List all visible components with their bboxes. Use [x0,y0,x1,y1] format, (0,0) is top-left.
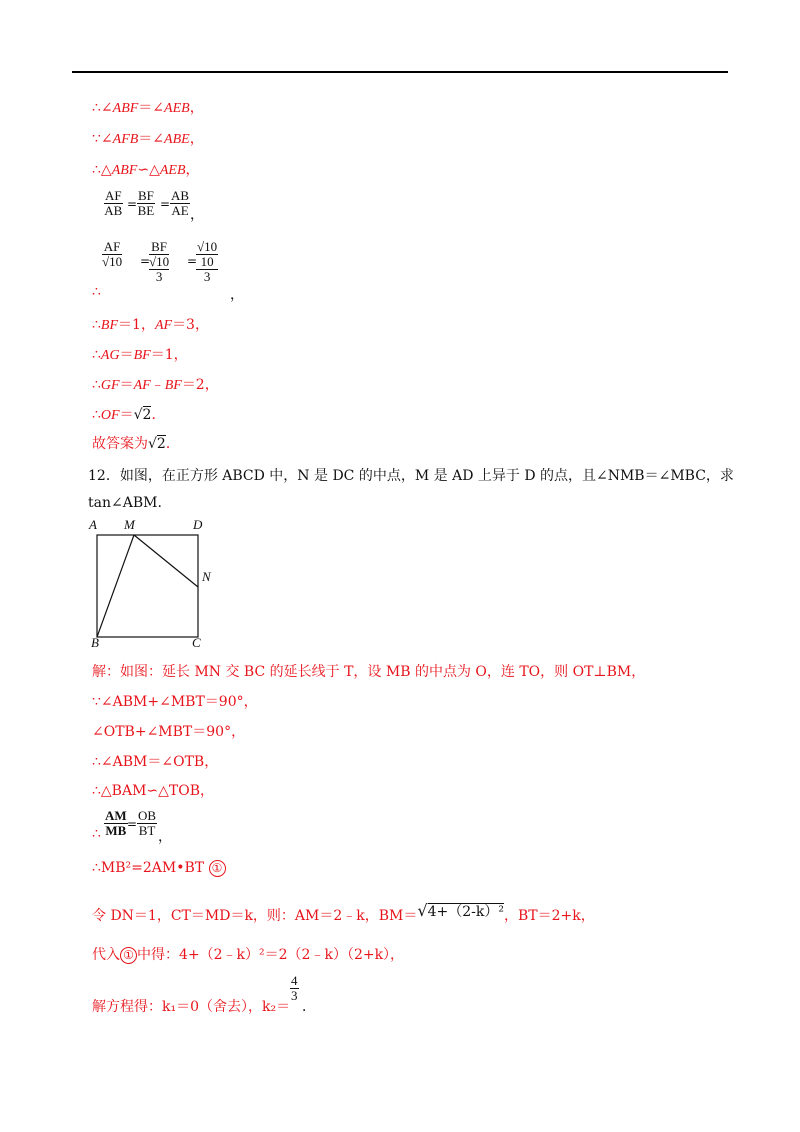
therefore-symbol: ∴ [92,284,101,300]
segment-mb [97,535,134,637]
equation-text: ∴MB²=2AM•BT [92,860,205,876]
denominator: MB [105,823,127,838]
proof-line: ∴OF＝√2． [92,407,166,423]
solution-line: ∠OTB+∠MBT＝90°， [92,724,246,740]
equals-sign: = [187,254,198,268]
numerator: AB [171,188,190,203]
denominator: 3 [291,988,298,1003]
punctuation: ， [190,207,204,223]
problem-statement: 12．如图，在正方形 ABCD 中，N 是 DC 的中点，M 是 AD 上异于 D 的点，且∠NMB＝∠MBC，求 [88,468,734,484]
answer-line: 故答案为√2． [92,436,180,452]
punctuation: ， [158,829,172,845]
fraction [104,809,128,838]
numerator: 4 [291,973,298,988]
equals-sign: = [127,817,138,831]
circled-one-icon: ① [120,947,137,964]
sub-text-end: 中得：4+（2﹣k）²＝2（2﹣k）（2+k）， [137,947,405,963]
numerator: AF [103,239,121,254]
let-line: 令 DN＝1，CT＝MD＝k，则：AM＝2﹣k，BM＝√4+（2-k）²，BT＝2+k， [92,901,595,924]
denominator: 3 [155,269,163,284]
sub-text: 代入 [92,947,120,963]
denominator: BE [137,203,155,218]
label-a: A [89,517,97,532]
proof-line: ∴BF＝1，AF＝3， [92,317,209,333]
square-figure [86,515,222,650]
equals-sign: = [140,254,151,268]
proof-line: ∴AG＝BF＝1， [92,347,188,363]
solve-line [92,996,290,1016]
segment-mn [134,535,198,587]
label-b: B [91,635,99,650]
circled-one-icon: ① [209,860,226,877]
denominator: AE [171,203,189,218]
label-d: D [193,517,203,532]
denominator: BT [138,823,156,838]
numerator: AF [105,188,122,203]
problem-statement: tan∠ABM. [88,495,162,511]
fraction [196,240,218,284]
proof-line: ∴∠ABF＝∠AEB， [92,100,204,116]
solve-text: 解方程得：k₁＝0（舍去），k₂＝ [92,999,291,1015]
label-m: M [124,517,135,532]
numerator: OB [138,808,157,823]
numerator: BF [138,188,154,203]
punctuation: ， [230,287,244,303]
proof-line: ∵∠AFB＝∠ABE， [92,131,204,147]
proof-line: ∴△ABF∽△AEB， [92,162,200,178]
square-abcd [97,535,198,637]
solution-line: ∵∠ABM+∠MBT＝90°， [92,694,258,710]
denominator: 3 [203,269,211,284]
equals-sign: = [160,197,171,211]
fraction [104,189,123,218]
fraction [137,189,155,218]
numerator: √10 [197,239,218,254]
equals-sign: = [127,197,138,211]
numerator: BF [149,240,169,255]
solution-line: ∴∠ABM＝∠OTB， [92,754,219,770]
denominator: 10 [196,255,218,270]
proof-line: ∴GF＝AF﹣BF＝2， [92,377,219,393]
fraction [137,809,157,838]
denominator: √10 [149,254,170,269]
fraction [149,240,169,284]
solution-line: 解：如图：延长 MN 交 BC 的延长线于 T，设 MB 的中点为 O，连 TO，则 OT⊥BM， [92,664,646,680]
therefore-symbol: ∴ [92,826,101,842]
solution-line: ∴△BAM∽△TOB， [92,783,215,799]
label-c: C [192,635,201,650]
label-n: N [202,569,211,584]
substitution-line [92,944,404,964]
numerator: AM [105,808,127,823]
header-rule [72,71,728,73]
fraction [170,189,190,218]
fraction [102,240,122,269]
denominator: √10 [102,254,123,269]
denominator: AB [104,203,123,218]
punctuation: ． [302,999,316,1015]
let-text: 令 DN＝1，CT＝MD＝k，则：AM＝2﹣k，BM＝ [92,908,418,924]
fraction [290,974,299,1003]
mb-equation [92,860,226,877]
let-text-end: ，BT＝2+k， [503,908,595,924]
sqrt-radicand: 4+（2-k）² [427,904,504,920]
